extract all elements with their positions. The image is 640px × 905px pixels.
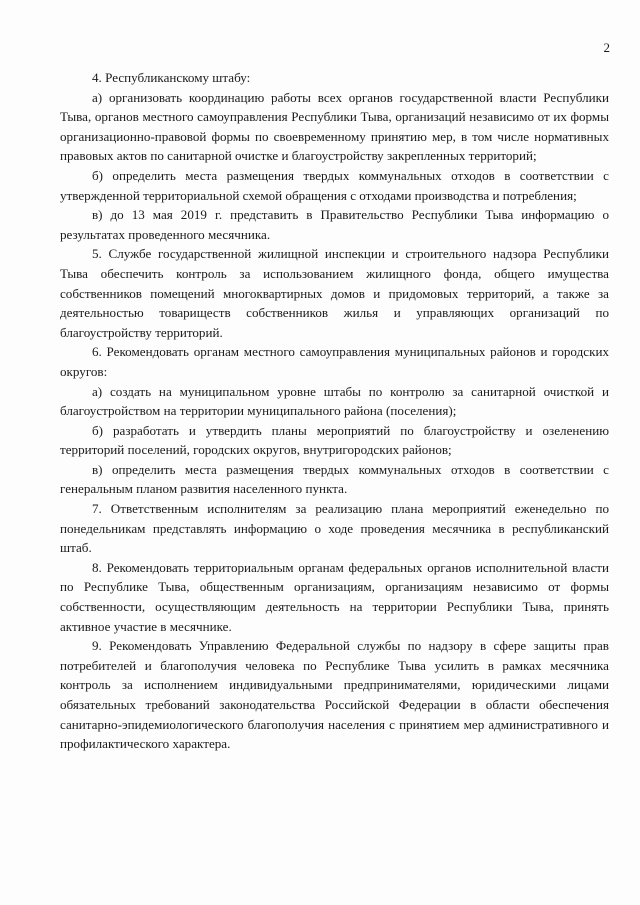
- paragraph-6a: а) создать на муниципальном уровне штабы по контролю за санитарной очисткой и благоустройством на территории муниципального района (поселения);: [60, 383, 609, 419]
- paragraph-4-header: 4. Республиканскому штабу:: [92, 70, 251, 85]
- page-number: 2: [603, 40, 610, 55]
- paragraph-9: 9. Рекомендовать Управлению Федеральной службы по надзору в сфере защиты прав потребителей и благополучия человека по Республике Тыва усилить в рамках месячника контроль за исполнением индивидуальными предпринимателями, юридическими лицами обязательных требований законодательства Российской Федерации в области обеспечения санитарно-эпидемиологического благополучия населения с принятием мер административного и профилактического характера.: [60, 638, 609, 752]
- document-body: [60, 68, 609, 754]
- paragraph-4v: в) до 13 мая 2019 г. представить в Правительство Республики Тыва информацию о результатах проведенного месячника.: [60, 207, 609, 242]
- paragraph-6v: в) определить места размещения твердых коммунальных отходов в соответствии с генеральным планом развития населенного пункта.: [60, 461, 609, 497]
- paragraph-6-header: 6. Рекомендовать органам местного самоуправления муниципальных районов и городских округов:: [60, 344, 609, 379]
- paragraph-4a: а) организовать координацию работы всех органов государственной власти Республики Тыва, органов местного самоуправления Республики Тыва, организаций независимо от их формы организационно-правовой формы по своевременному принятию мер, в том числе нормативных правовых актов по санитарной очистке и благоустройству закрепленных территорий;: [60, 89, 609, 164]
- paragraph-5: 5. Службе государственной жилищной инспекции и строительного надзора Республики Тыва обеспечить контроль за использованием жилищного фонда, общего имущества собственников помещений многоквартирных домов и придомовых территорий, а также за деятельностью товариществ собственников жилья и управляющих организаций по благоустройству территорий.: [60, 246, 609, 340]
- paragraph-8: 8. Рекомендовать территориальным органам федеральных органов исполнительной власти по Республике Тыва, общественным организациям, организациям независимо от формы собственности, осуществляющим деятельность на территории Республики Тыва, принять активное участие в месячнике.: [60, 559, 609, 634]
- paragraph-7: 7. Ответственным исполнителям за реализацию плана мероприятий еженедельно по понедельникам представлять информацию о ходе проведения месячника в республиканский штаб.: [60, 501, 609, 556]
- paragraph-4b: б) определить места размещения твердых коммунальных отходов в соответствии с утвержденной территориальной схемой обращения с отходами производства и потребления;: [60, 167, 609, 203]
- paragraph-6b: б) разработать и утвердить планы мероприятий по благоустройству и озеленению территорий поселений, городских округов, внутригородских районов;: [60, 422, 609, 458]
